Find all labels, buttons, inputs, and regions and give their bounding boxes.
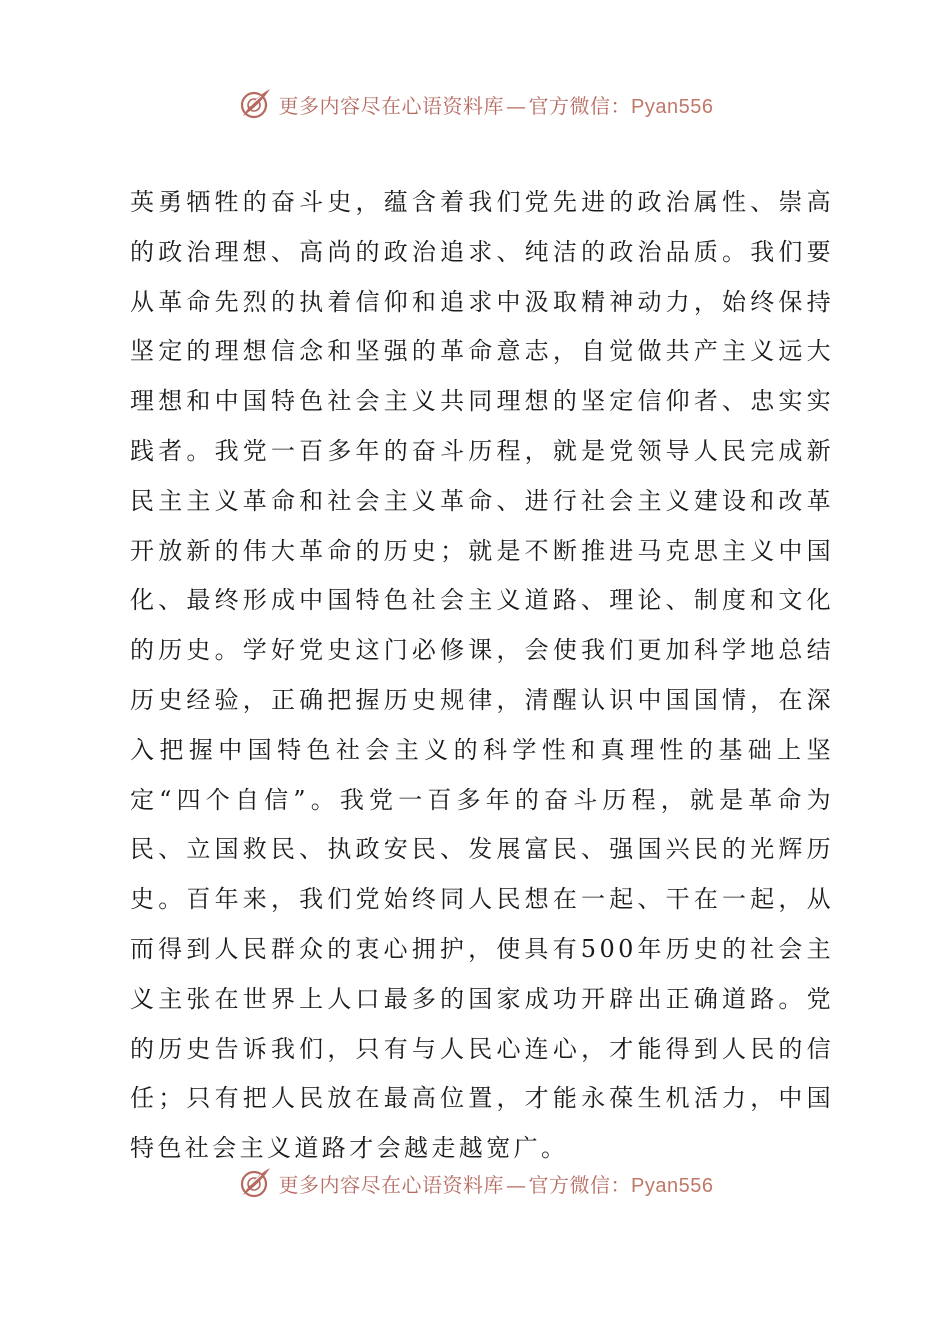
watermark-label: 官方微信： — [528, 1172, 632, 1197]
quill-circle-icon — [237, 86, 273, 122]
document-body: 英勇牺牲的奋斗史，蕴含着我们党先进的政治属性、崇高的政治理想、高尚的政治追求、纯洁的政治品质。我们要从革命先烈的执着信仰和追求中汲取精神动力，始终保持坚定的理想信念和坚强的革命意志，自觉做共产主义远大理想和中国特色社会主义共同理想的坚定信仰者、忠实实践者。我党一百多年的奋斗历程，就是党领导人民完成新民主主义革命和社会主义革命、进行社会主义建设和改革开放新的伟大革命的历史；就是不断推进马克思主义中国化、最终形成中国特色社会主义道路、理论、制度和文化的历史。学好党史这门必修课，会使我们更加科学地总结历史经验，正确把握历史规律，清醒认识中国国情，在深入把握中国特色社会主义的科学性和真理性的基础上坚定“四个自信”。我党一百多年的奋斗历程，就是革命为民、立国救民、执政安民、发展富民、强国兴民的光辉历史。百年来，我们党始终同人民想在一起、干在一起，从而得到人民群众的衷心拥护，使具有500年历史的社会主义主张在世界上人口最多的国家成功开辟出正确道路。党的历史告诉我们，只有与人民心连心，才能得到人民的信任；只有把人民放在最高位置，才能永葆生机活力，中国特色社会主义道路才会越走越宽广。 — [130, 188, 834, 1163]
watermark-id: Pyan556 — [631, 95, 714, 118]
watermark-brand: 更多内容尽在心语资料库 — [278, 1172, 505, 1197]
watermark-text — [279, 1169, 714, 1198]
watermark-text — [279, 90, 714, 119]
footer-watermark — [0, 1163, 950, 1203]
watermark-dash: — — [506, 1172, 527, 1197]
header-watermark — [0, 84, 950, 124]
watermark-id: Pyan556 — [631, 1174, 714, 1197]
watermark-dash: — — [506, 93, 527, 118]
watermark-label: 官方微信： — [528, 93, 632, 118]
quill-circle-icon — [237, 1165, 273, 1201]
watermark-brand: 更多内容尽在心语资料库 — [278, 93, 505, 118]
